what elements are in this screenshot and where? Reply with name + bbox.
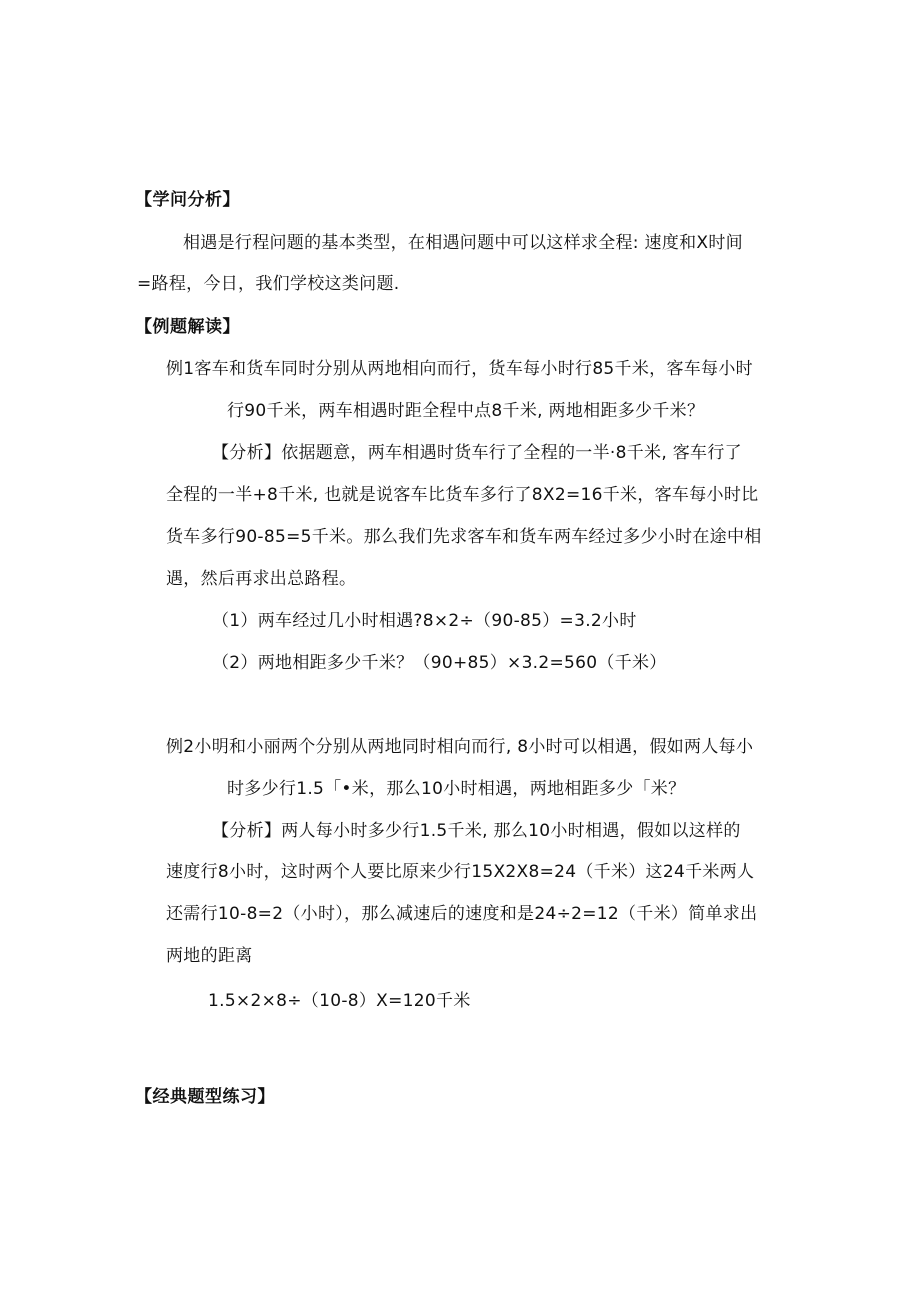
example-2-question-line-1: 例2小明和小丽两个分别从两地同时相向而行, 8小时可以相遇，假如两人每小 (166, 737, 754, 757)
example-1-analysis-line-1: 【分析】依据题意，两车相遇时货车行了全程的一半·8千米, 客车行了 (212, 443, 742, 463)
example-2-analysis-line-2: 速度行8小时，这时两个人要比原来少行15X2X8=24（千米）这24千米两人 (166, 862, 755, 882)
example-2-analysis-line-4: 两地的距离 (166, 946, 253, 966)
knowledge-text-line-1: 相遇是行程问题的基本类型，在相遇问题中可以这样求全程: 速度和X时间 (183, 233, 743, 253)
example-2-analysis-line-1: 【分析】两人每小时多少行1.5千米, 那么10小时相遇，假如以这样的 (212, 821, 741, 841)
knowledge-heading: 【学问分析】 (135, 190, 240, 210)
practice-heading: 【经典题型练习】 (135, 1087, 275, 1107)
example-1-analysis-line-3: 货车多行90-85=5千米。那么我们先求客车和货车两车经过多少小时在途中相 (166, 527, 762, 547)
example-1-question-line-2: 行90千米，两车相遇时距全程中点8千米, 两地相距多少千米？ (227, 401, 705, 421)
example-1-question-line-1: 例1客车和货车同时分别从两地相向而行，货车每小时行85千米，客车每小时 (166, 359, 753, 379)
example-2-analysis-line-3: 还需行10-8=2（小时），那么减速后的速度和是24÷2=12（千米）简单求出 (166, 904, 758, 924)
knowledge-text-line-2: =路程，今日，我们学校这类问题. (137, 274, 400, 294)
example-1-step-1: （1）两车经过几小时相遇?8×2÷（90-85）=3.2小时 (212, 611, 637, 631)
example-2-formula: 1.5×2×8÷（10-8）X=120千米 (208, 991, 471, 1011)
example-1-analysis-line-2: 全程的一半+8千米, 也就是说客车比货车多行了8X2=16千米，客车每小时比 (166, 485, 759, 505)
example-heading: 【例题解读】 (135, 317, 240, 337)
example-1-analysis-line-4: 遇，然后再求出总路程。 (166, 569, 357, 589)
example-1-step-2: （2）两地相距多少千米？（90+85）×3.2=560（千米） (212, 653, 667, 673)
example-2-question-line-2: 时多少行1.5「•米，那么10小时相遇，两地相距多少「米？ (227, 779, 686, 799)
